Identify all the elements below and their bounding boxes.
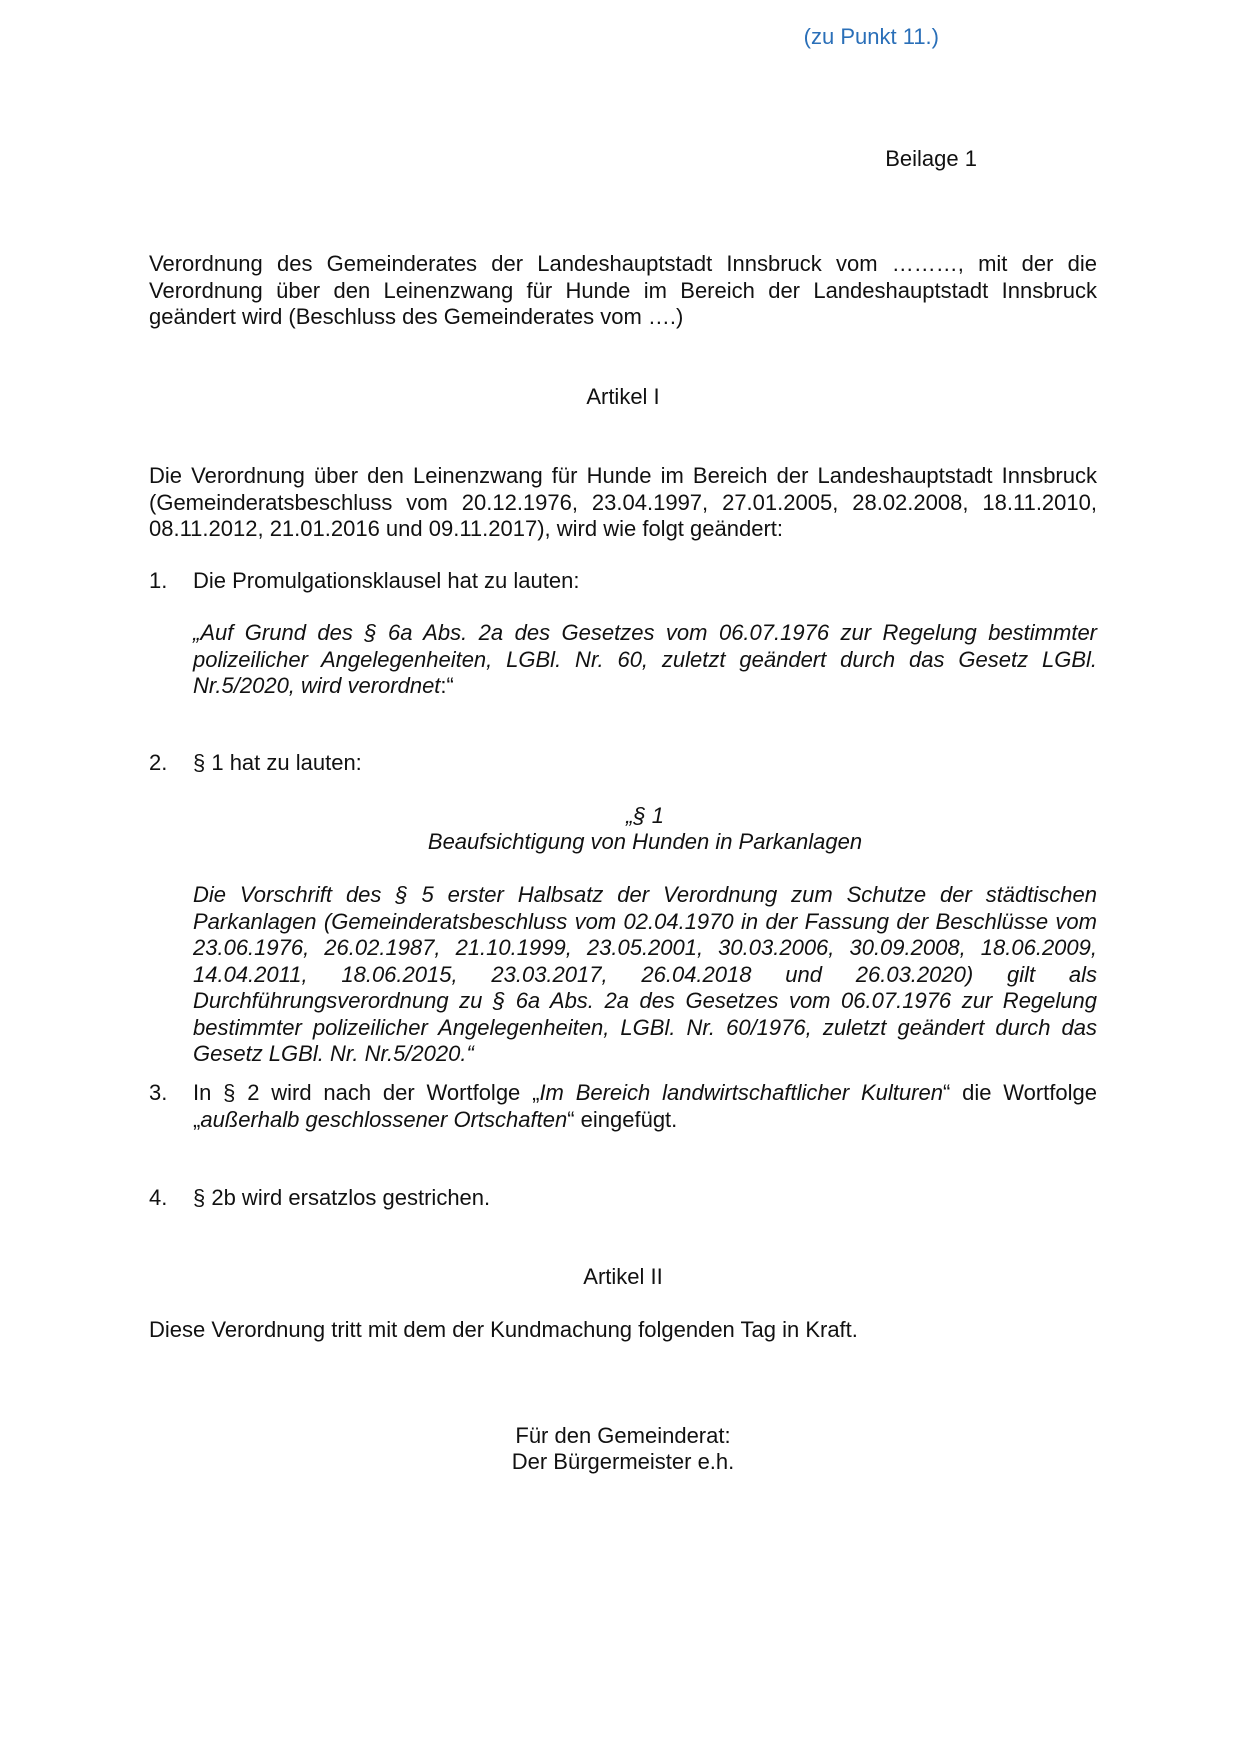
item-3-text-e: “ eingefügt. (567, 1106, 678, 1132)
marginal-note: (zu Punkt 11.) (803, 24, 939, 49)
article-1-intro: Die Verordnung über den Leinenzwang für Hunde im Bereich der Landeshauptstadt Innsbruck (Gemeinderatsbeschluss vom 20.12.1976, 23.04.1997, 27.01.2005, 28.02.2008, 18.11.2010, 08.11.2012, 21.01.2016 und 09.11.2017), wird wie folgt geändert: (149, 463, 1097, 541)
article-2-heading: Artikel II (583, 1264, 663, 1289)
section-text (193, 882, 1097, 1068)
article-1-heading: Artikel I (586, 384, 660, 409)
item-3-quote-1: Im Bereich landwirtschaftlicher Kulturen (539, 1080, 943, 1105)
section-number-text: „§ 1 (626, 803, 664, 828)
signature-line-2: Der Bürgermeister e.h. (511, 1449, 735, 1474)
item-3-text-c: “ die Wortfolge „ (193, 1080, 1097, 1132)
promulgation-quote-end: :“ (440, 673, 454, 698)
document-title: Verordnung des Gemeinderates der Landeshauptstadt Innsbruck vom ………, mit der die Verordnung über den Leinenzwang für Hunde im Bereich der Landeshauptstadt Innsbruck geändert wird (Beschluss des Gemeinderates vom ….) (149, 251, 1097, 329)
list-item-text: Die Promulgationsklausel hat zu lauten: (193, 568, 580, 593)
item-3-quote-2: außerhalb geschlossener Ortschaften (200, 1106, 568, 1132)
list-item-text: § 1 hat zu lauten: (193, 750, 362, 775)
list-item-text: § 2b wird ersatzlos gestrichen. (193, 1185, 491, 1210)
attachment-label: Beilage 1 (885, 146, 977, 171)
article-2-text: Diese Verordnung tritt mit dem der Kundmachung folgenden Tag in Kraft. (149, 1317, 858, 1342)
section-title-text: Beaufsichtigung von Hunden in Parkanlagen (427, 829, 863, 854)
section-text-body: Die Vorschrift des § 5 erster Halbsatz der Verordnung zum Schutze der städtischen Parkanlagen (Gemeinderatsbeschluss vom 02.04.1970 in der Fassung der Beschlüsse vom 23.06.1976, 26.02.1987, 21.10.1999, 23.05.2001, 30.03.2006, 30.09.2008, 18.06.2009, 14.04.2011, 18.06.2015, 23.03.2017, 26.04.2018 und 26.03.2020) gilt als Durchführungsverordnung zu § 6a Abs. 2a des Gesetzes vom 06.07.1976 zur Regelung bestimmter polizeilicher Angelegenheiten, LGBl. Nr. 60/1976, zuletzt geändert durch das Gesetz LGBl. Nr. Nr.5/2020.“ (193, 882, 1097, 1066)
list-item-number: 3. (149, 1080, 168, 1105)
section-title (193, 829, 1097, 856)
list-item-number: 2. (149, 750, 168, 775)
item-3-text-a: In § 2 wird nach der Wortfolge „ (193, 1080, 540, 1105)
section-number (193, 803, 1097, 830)
list-item-number: 4. (149, 1185, 168, 1210)
list-item-text (193, 1080, 1097, 1133)
list-item-number: 1. (149, 568, 168, 593)
signature-line-1: Für den Gemeinderat: (515, 1423, 731, 1448)
promulgation-quote-text: „Auf Grund des § 6a Abs. 2a des Gesetzes vom 06.07.1976 zur Regelung bestimmter polizeilicher Angelegenheiten, LGBl. Nr. 60, zuletzt geändert durch das Gesetz LGBl. Nr.5/2020, wird verordnet (193, 620, 1097, 698)
promulgation-quote (193, 620, 1097, 700)
